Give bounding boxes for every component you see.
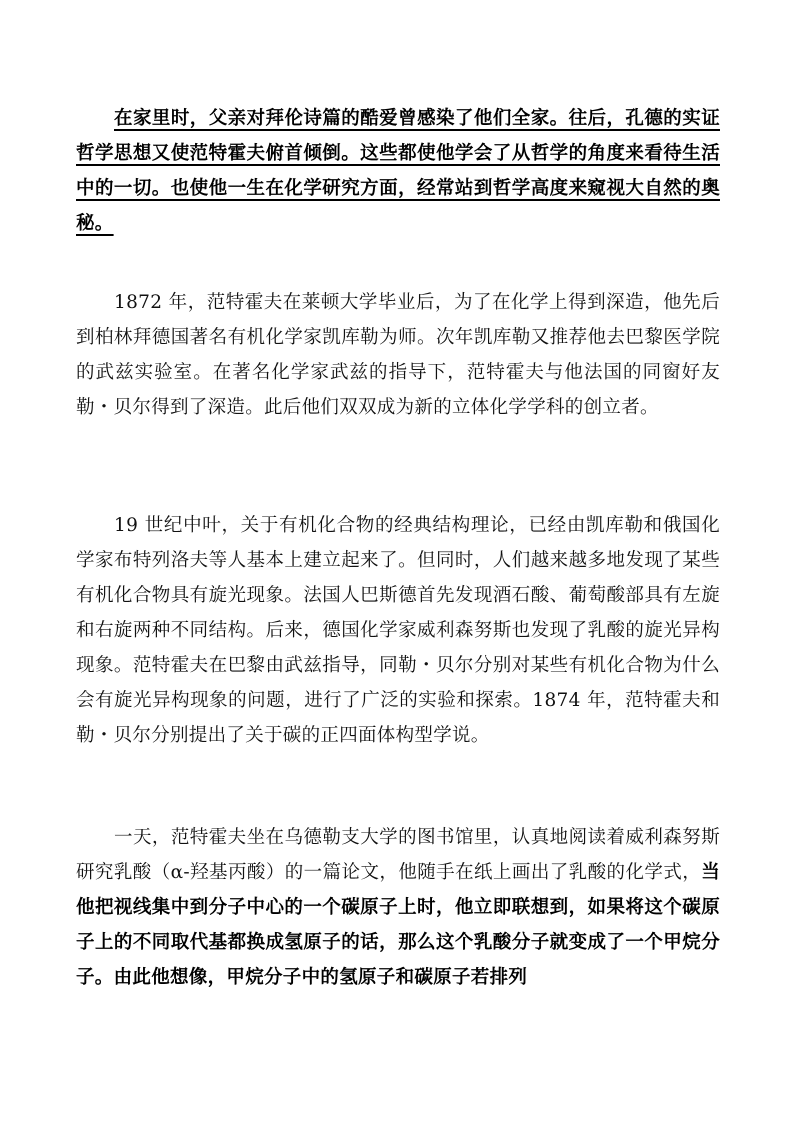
- paragraph-optical-isomerism: 19 世纪中叶，关于有机化合物的经典结构理论，已经由凯库勒和俄国化学家布特列洛夫等人基本上建立起来了。但同时，人们越来越多地发现了某些有机化合物具有旋光现象。法国人巴斯德首先发现酒石酸、葡萄酸部具有左旋和右旋两种不同结构。后来，德国化学家威利森努斯也发现了乳酸的旋光异构现象。范特霍夫在巴黎由武兹指导，同勒・贝尔分别对某些有机化合物为什么会有旋光异构现象的问题，进行了广泛的实验和探索。1874 年，范特霍夫和勒・贝尔分别提出了关于碳的正四面体构型学说。: [76, 515, 720, 746]
- paragraph-leiden-graduation: 1872 年，范特霍夫在莱顿大学毕业后，为了在化学上得到深造，他先后到柏林拜德国著名有机化学家凯库勒为师。次年凯库勒又推荐他去巴黎医学院的武兹实验室。在著名化学家武兹的指导下，范特霍夫与他法国的同窗好友勒・贝尔得到了深造。此后他们双双成为新的立体化学学科的创立者。: [76, 292, 720, 418]
- paragraph-utrecht-bold-text: 当他把视线集中到分子中心的一个碳原子上时，他立即联想到，如果将这个碳原子上的不同取代基都换成氢原子的话，那么这个乳酸分子就变成了一个甲烷分子。由此他想像，甲烷分子中的氢原子和碳原子若排列: [76, 862, 720, 988]
- paragraph-utrecht-library: [76, 820, 720, 995]
- paragraph-family-philosophy: 在家里时，父亲对拜伦诗篇的酷爱曾感染了他们全家。往后，孔德的实证哲学思想又使范特霍夫俯首倾倒。这些都使他学会了从哲学的角度来看待生活中的一切。也使他一生在化学研究方面，经常站到哲学高度来窥视大自然的奥秘。: [76, 108, 720, 234]
- paragraph-utrecht-normal-text: 一天，范特霍夫坐在乌德勒支大学的图书馆里，认真地阅读着威利森努斯研究乳酸（α-羟基丙酸）的一篇论文，他随手在纸上画出了乳酸的化学式，: [76, 827, 720, 883]
